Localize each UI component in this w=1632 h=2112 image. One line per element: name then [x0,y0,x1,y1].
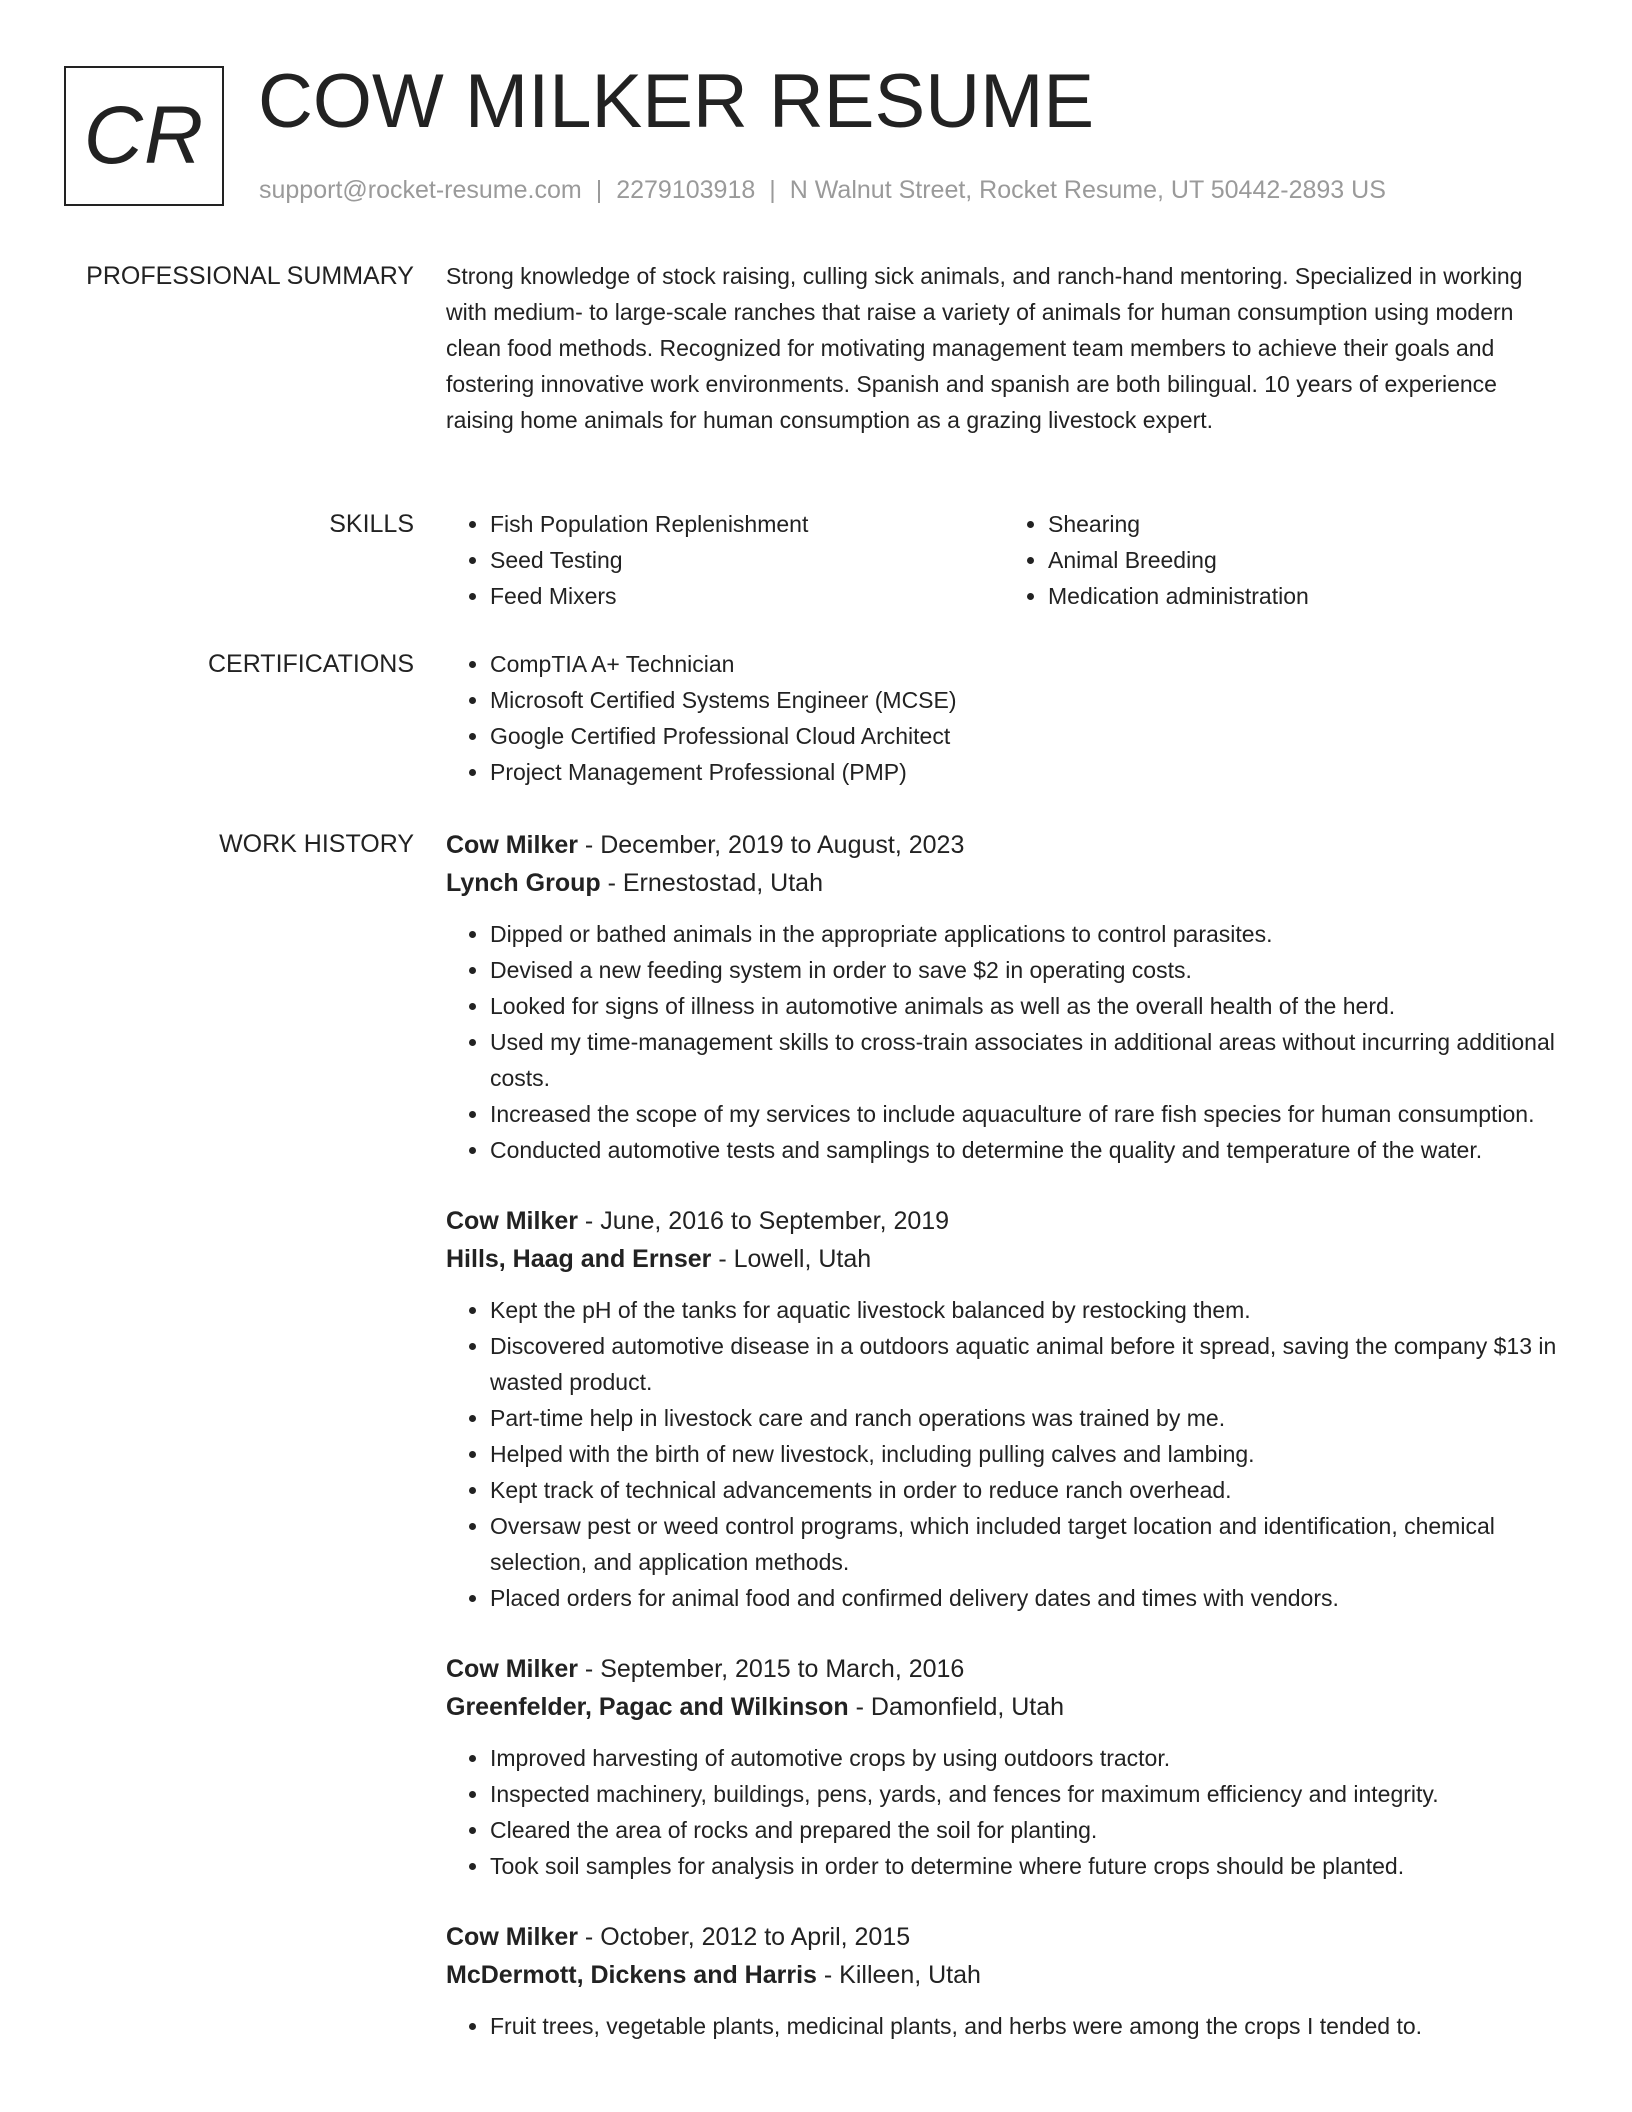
job-bullet: • Looked for signs of illness in automotive animals as well as the overall health of the herd. [490,988,1562,1024]
summary-text: Strong knowledge of stock raising, culling sick animals, and ranch-hand mentoring. Specialized in working with medium- to large-scale ranches that raise a variety of animals for human consumption using modern clean food methods. Recognized for motivating management team members to achieve their goals and fostering innovative work environments. Spanish and spanish are both bilingual. 10 years of experience raising home animals for human consumption as a grazing livestock expert. [446,263,1523,433]
job-bullet: • Used my time-management skills to cross-train associates in additional areas without incurring additional costs. [490,1024,1562,1096]
job-dates: December, 2019 to August, 2023 [600,831,965,859]
job-dates: June, 2016 to September, 2019 [600,1207,950,1235]
skill-item: • Feed Mixers [490,578,1004,614]
job-company: McDermott, Dickens and Harris [446,1961,817,1989]
job-entry [446,1650,1562,1884]
job-bullet: • Kept track of technical advancements in order to reduce ranch overhead. [490,1472,1562,1508]
section-label-certifications: CERTIFICATIONS [207,650,414,678]
contact-separator: | [769,176,776,204]
skill-item: • Animal Breeding [1048,542,1562,578]
job-entry [446,1202,1562,1616]
job-bullet: • Helped with the birth of new livestock, including pulling calves and lambing. [490,1436,1562,1472]
certification-item: • Project Management Professional (PMP) [490,754,1562,790]
job-title: Cow Milker [446,831,578,859]
job-bullet: • Increased the scope of my services to include aquaculture of rare fish species for human consumption. [490,1096,1562,1132]
job-location: Lowell, Utah [733,1245,872,1273]
certifications-body [446,646,1562,790]
skills-list-right [1004,506,1562,614]
job-bullet: • Devised a new feeding system in order to save $2 in operating costs. [490,952,1562,988]
job-title: Cow Milker [446,1923,578,1951]
certification-item: • Microsoft Certified Systems Engineer (MCSE) [490,682,1562,718]
job-bullet: • Oversaw pest or weed control programs, which included target location and identification, chemical selection, and application methods. [490,1508,1562,1580]
job-location: Killeen, Utah [839,1961,981,1989]
skills-body [446,506,1562,614]
job-bullet: • Kept the pH of the tanks for aquatic livestock balanced by restocking them. [490,1292,1562,1328]
job-bullet: • Conducted automotive tests and samplings to determine the quality and temperature of the water. [490,1132,1562,1168]
monogram-logo: CR [64,66,224,206]
job-company-line: Hills, Haag and Ernser - Lowell, Utah [446,1245,872,1273]
job-location: Ernestostad, Utah [622,869,823,897]
skills-grid [446,506,1562,614]
job-company: Hills, Haag and Ernser [446,1245,712,1273]
certification-item: • CompTIA A+ Technician [490,646,1562,682]
email-link[interactable]: support@rocket-resume.com [259,176,582,204]
certifications-list [446,646,1562,790]
job-bullet: • Dipped or bathed animals in the appropriate applications to control parasites. [490,916,1562,952]
job-bullet: • Cleared the area of rocks and prepared the soil for planting. [490,1812,1562,1848]
job-title-line: Cow Milker - October, 2012 to April, 2015 [446,1923,911,1951]
job-bullet: • Took soil samples for analysis in order to determine where future crops should be planted. [490,1848,1562,1884]
section-label-summary: PROFESSIONAL SUMMARY [86,262,414,290]
job-title: Cow Milker [446,1207,578,1235]
job-bullet: • Placed orders for animal food and confirmed delivery dates and times with vendors. [490,1580,1562,1616]
job-company: Lynch Group [446,869,601,897]
contact-line [259,174,1386,206]
job-dates: October, 2012 to April, 2015 [600,1923,911,1951]
job-title-line: Cow Milker - September, 2015 to March, 2016 [446,1655,965,1683]
job-title-line: Cow Milker - June, 2016 to September, 2019 [446,1207,950,1235]
skill-item: • Seed Testing [490,542,1004,578]
page-title: COW MILKER RESUME [258,59,1095,144]
skill-item: • Medication administration [1048,578,1562,614]
job-title-line: Cow Milker - December, 2019 to August, 2023 [446,831,965,859]
certification-item: • Google Certified Professional Cloud Architect [490,718,1562,754]
job-bullet: • Part-time help in livestock care and ranch operations was trained by me. [490,1400,1562,1436]
skills-list-left [446,506,1004,614]
job-title: Cow Milker [446,1655,578,1683]
job-bullet: • Inspected machinery, buildings, pens, yards, and fences for maximum efficiency and integrity. [490,1776,1562,1812]
job-bullets [446,1292,1562,1616]
phone-number: 2279103918 [616,176,756,204]
job-dates: September, 2015 to March, 2016 [600,1655,965,1683]
job-bullets [446,916,1562,1168]
job-company-line: Lynch Group - Ernestostad, Utah [446,869,823,897]
job-company-line: Greenfelder, Pagac and Wilkinson - Damonfield, Utah [446,1693,1065,1721]
job-company-line: McDermott, Dickens and Harris - Killeen, Utah [446,1961,981,1989]
work-history-body [446,826,1562,2078]
job-bullets [446,1740,1562,1884]
section-label-work-history: WORK HISTORY [219,830,414,858]
job-bullets [446,2008,1562,2044]
job-entry [446,826,1562,1168]
job-company: Greenfelder, Pagac and Wilkinson [446,1693,849,1721]
skill-item: • Shearing [1048,506,1562,542]
section-label-skills: SKILLS [329,510,414,538]
job-bullet: • Improved harvesting of automotive crops by using outdoors tractor. [490,1740,1562,1776]
skill-item: • Fish Population Replenishment [490,506,1004,542]
address: N Walnut Street, Rocket Resume, UT 50442-2893 US [789,176,1386,204]
contact-separator: | [595,176,603,204]
job-entry [446,1918,1562,2044]
job-location: Damonfield, Utah [870,1693,1065,1721]
job-bullet: • Fruit trees, vegetable plants, medicinal plants, and herbs were among the crops I tended to. [490,2008,1562,2044]
job-bullet: • Discovered automotive disease in a outdoors aquatic animal before it spread, saving the company $13 in wasted product. [490,1328,1562,1400]
